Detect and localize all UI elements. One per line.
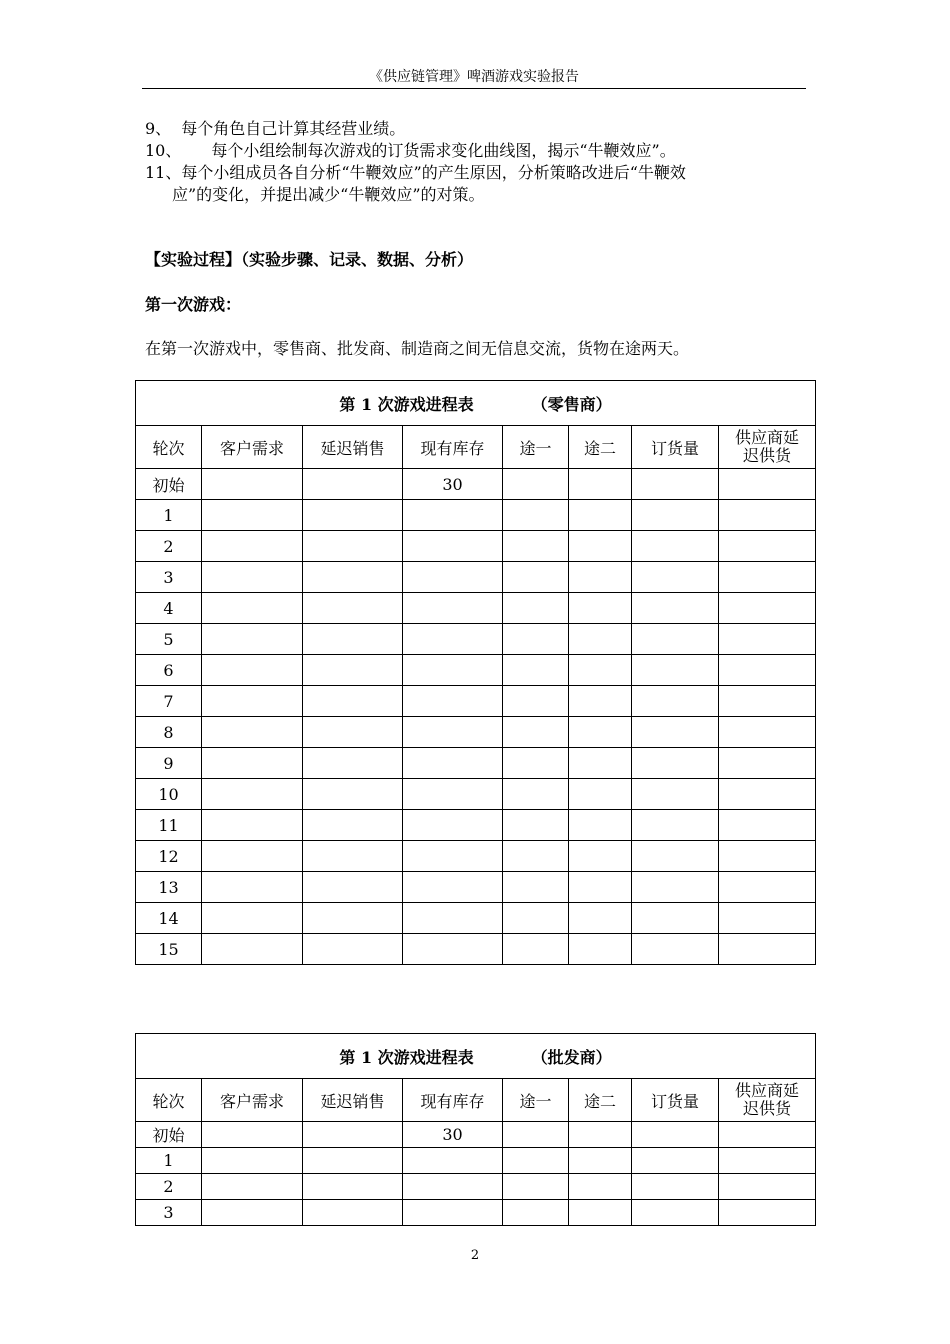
cell-inventory [403, 686, 503, 717]
cell-supplier-delay [719, 841, 816, 872]
cell-backlog [303, 1200, 403, 1226]
column-header-transit-2: 途二 [569, 1079, 632, 1122]
cell-transit-2 [569, 810, 632, 841]
cell-order [632, 593, 719, 624]
cell-backlog [303, 934, 403, 965]
cell-backlog [303, 1122, 403, 1148]
cell-round: 初始 [136, 1122, 202, 1148]
list-item-number: 10、 [145, 141, 182, 160]
cell-backlog [303, 872, 403, 903]
cell-order [632, 872, 719, 903]
cell-backlog [303, 469, 403, 500]
cell-transit-2 [569, 872, 632, 903]
cell-demand [202, 469, 303, 500]
cell-order [632, 624, 719, 655]
cell-supplier-delay [719, 1148, 816, 1174]
cell-transit-1 [503, 593, 569, 624]
cell-order [632, 531, 719, 562]
cell-supplier-delay [719, 686, 816, 717]
cell-transit-2 [569, 686, 632, 717]
cell-backlog [303, 624, 403, 655]
table-row [136, 1148, 816, 1174]
cell-order [632, 903, 719, 934]
cell-order [632, 1200, 719, 1226]
cell-order [632, 934, 719, 965]
cell-transit-2 [569, 1122, 632, 1148]
cell-round: 8 [136, 717, 202, 748]
cell-inventory [403, 624, 503, 655]
cell-supplier-delay [719, 717, 816, 748]
cell-order [632, 469, 719, 500]
table-title-text: 第 1 次游戏进程表 [339, 1047, 474, 1067]
cell-backlog [303, 686, 403, 717]
cell-supplier-delay [719, 1200, 816, 1226]
cell-inventory [403, 779, 503, 810]
column-header-backlog: 延迟销售 [303, 1079, 403, 1122]
cell-supplier-delay [719, 1122, 816, 1148]
cell-demand [202, 531, 303, 562]
cell-demand [202, 686, 303, 717]
list-item-number: 9、 [145, 119, 172, 138]
cell-transit-1 [503, 1122, 569, 1148]
cell-backlog [303, 748, 403, 779]
table-row [136, 500, 816, 531]
cell-demand [202, 934, 303, 965]
cell-transit-2 [569, 779, 632, 810]
cell-backlog [303, 841, 403, 872]
cell-demand [202, 810, 303, 841]
cell-round: 1 [136, 500, 202, 531]
game1-heading: 第一次游戏： [145, 295, 242, 314]
cell-demand [202, 500, 303, 531]
cell-supplier-delay [719, 500, 816, 531]
column-header-supplier-delay: 供应商延 迟供货 [719, 1079, 816, 1122]
cell-inventory [403, 531, 503, 562]
cell-supplier-delay [719, 779, 816, 810]
cell-order [632, 748, 719, 779]
cell-transit-1 [503, 779, 569, 810]
cell-demand [202, 624, 303, 655]
cell-backlog [303, 810, 403, 841]
cell-supplier-delay [719, 469, 816, 500]
column-header-backlog: 延迟销售 [303, 426, 403, 469]
cell-demand [202, 1122, 303, 1148]
cell-demand [202, 1174, 303, 1200]
table-row [136, 655, 816, 686]
column-header-transit-2: 途二 [569, 426, 632, 469]
cell-transit-1 [503, 562, 569, 593]
cell-transit-1 [503, 624, 569, 655]
cell-inventory [403, 1200, 503, 1226]
cell-demand [202, 872, 303, 903]
cell-demand [202, 593, 303, 624]
cell-inventory: 30 [403, 469, 503, 500]
cell-order [632, 655, 719, 686]
list-item-text: 每个小组成员各自分析“牛鞭效应”的产生原因，分析策略改进后“牛鞭效 [181, 163, 686, 182]
column-header-transit-1: 途一 [503, 1079, 569, 1122]
cell-transit-2 [569, 469, 632, 500]
cell-demand [202, 841, 303, 872]
cell-transit-1 [503, 531, 569, 562]
cell-round: 3 [136, 562, 202, 593]
table-header-row [136, 1079, 816, 1122]
cell-transit-1 [503, 903, 569, 934]
cell-round: 13 [136, 872, 202, 903]
wholesaler-progress-table [135, 1033, 816, 1226]
cell-transit-1 [503, 717, 569, 748]
cell-transit-1 [503, 748, 569, 779]
list-item-text: 每个小组绘制每次游戏的订货需求变化曲线图，揭示“牛鞭效应”。 [211, 141, 676, 160]
cell-round: 14 [136, 903, 202, 934]
cell-backlog [303, 655, 403, 686]
table-row [136, 1122, 816, 1148]
cell-order [632, 779, 719, 810]
cell-transit-2 [569, 841, 632, 872]
table-title-text: 第 1 次游戏进程表 [339, 394, 474, 414]
cell-inventory [403, 810, 503, 841]
cell-demand [202, 1200, 303, 1226]
cell-round: 10 [136, 779, 202, 810]
table-row [136, 593, 816, 624]
cell-transit-1 [503, 1200, 569, 1226]
column-header-demand: 客户需求 [202, 1079, 303, 1122]
cell-transit-2 [569, 1200, 632, 1226]
cell-supplier-delay [719, 655, 816, 686]
cell-supplier-delay [719, 810, 816, 841]
cell-supplier-delay [719, 934, 816, 965]
cell-order [632, 841, 719, 872]
cell-supplier-delay [719, 903, 816, 934]
cell-transit-2 [569, 593, 632, 624]
cell-inventory [403, 872, 503, 903]
cell-order [632, 686, 719, 717]
table-row [136, 717, 816, 748]
cell-round: 初始 [136, 469, 202, 500]
cell-backlog [303, 717, 403, 748]
table-row [136, 779, 816, 810]
cell-transit-2 [569, 1148, 632, 1174]
cell-demand [202, 748, 303, 779]
cell-order [632, 500, 719, 531]
table-row [136, 624, 816, 655]
cell-transit-2 [569, 624, 632, 655]
cell-demand [202, 717, 303, 748]
table-row [136, 686, 816, 717]
cell-transit-1 [503, 655, 569, 686]
cell-backlog [303, 531, 403, 562]
list-item-10 [145, 140, 676, 162]
table-row [136, 1200, 816, 1226]
cell-order [632, 562, 719, 593]
cell-round: 7 [136, 686, 202, 717]
cell-inventory [403, 500, 503, 531]
cell-round: 6 [136, 655, 202, 686]
cell-supplier-delay [719, 593, 816, 624]
table-row [136, 872, 816, 903]
cell-demand [202, 1148, 303, 1174]
list-item-9 [145, 118, 405, 140]
table-row [136, 562, 816, 593]
cell-supplier-delay [719, 748, 816, 779]
cell-round: 5 [136, 624, 202, 655]
cell-demand [202, 903, 303, 934]
table-role: （零售商） [531, 394, 612, 414]
table-title [136, 1034, 816, 1079]
cell-demand [202, 655, 303, 686]
cell-inventory [403, 1174, 503, 1200]
list-item-text: 每个角色自己计算其经营业绩。 [181, 119, 406, 138]
cell-transit-1 [503, 500, 569, 531]
table-title [136, 381, 816, 426]
column-header-inventory: 现有库存 [403, 426, 503, 469]
cell-supplier-delay [719, 624, 816, 655]
cell-round: 9 [136, 748, 202, 779]
table-row [136, 841, 816, 872]
cell-transit-2 [569, 748, 632, 779]
cell-backlog [303, 562, 403, 593]
cell-order [632, 1174, 719, 1200]
cell-round: 1 [136, 1148, 202, 1174]
table-row [136, 748, 816, 779]
cell-transit-1 [503, 872, 569, 903]
table-body [136, 1122, 816, 1226]
cell-transit-2 [569, 934, 632, 965]
table-row [136, 903, 816, 934]
table-header-row [136, 426, 816, 469]
cell-transit-2 [569, 531, 632, 562]
list-item-11 [145, 162, 686, 184]
cell-round: 3 [136, 1200, 202, 1226]
column-header-order: 订货量 [632, 426, 719, 469]
column-header-inventory: 现有库存 [403, 1079, 503, 1122]
table-row [136, 1174, 816, 1200]
cell-transit-2 [569, 655, 632, 686]
cell-backlog [303, 593, 403, 624]
cell-order [632, 1122, 719, 1148]
cell-inventory [403, 562, 503, 593]
cell-demand [202, 779, 303, 810]
cell-transit-1 [503, 469, 569, 500]
cell-inventory [403, 717, 503, 748]
cell-supplier-delay [719, 562, 816, 593]
cell-backlog [303, 779, 403, 810]
cell-transit-2 [569, 717, 632, 748]
list-item-11-continuation: 应”的变化，并提出减少“牛鞭效应”的对策。 [172, 185, 485, 204]
cell-order [632, 1148, 719, 1174]
table-row [136, 934, 816, 965]
table-role: （批发商） [531, 1047, 612, 1067]
cell-inventory [403, 655, 503, 686]
column-header-round: 轮次 [136, 1079, 202, 1122]
page-header-title: 《供应链管理》啤酒游戏实验报告 [369, 69, 579, 85]
cell-backlog [303, 1174, 403, 1200]
column-header-round: 轮次 [136, 426, 202, 469]
header-rule [142, 88, 806, 89]
cell-transit-2 [569, 500, 632, 531]
cell-order [632, 717, 719, 748]
cell-round: 2 [136, 531, 202, 562]
cell-transit-2 [569, 903, 632, 934]
cell-transit-1 [503, 934, 569, 965]
game1-intro: 在第一次游戏中，零售商、批发商、制造商之间无信息交流，货物在途两天。 [145, 339, 690, 358]
cell-inventory [403, 841, 503, 872]
table-row [136, 810, 816, 841]
retailer-progress-table [135, 380, 816, 965]
cell-round: 11 [136, 810, 202, 841]
cell-transit-1 [503, 841, 569, 872]
table-body [136, 469, 816, 965]
cell-supplier-delay [719, 872, 816, 903]
cell-backlog [303, 1148, 403, 1174]
cell-backlog [303, 903, 403, 934]
page-number: 2 [470, 1248, 480, 1263]
column-header-demand: 客户需求 [202, 426, 303, 469]
cell-transit-2 [569, 1174, 632, 1200]
cell-inventory [403, 934, 503, 965]
column-header-order: 订货量 [632, 1079, 719, 1122]
cell-transit-1 [503, 686, 569, 717]
cell-backlog [303, 500, 403, 531]
column-header-transit-1: 途一 [503, 426, 569, 469]
cell-order [632, 810, 719, 841]
cell-round: 12 [136, 841, 202, 872]
list-item-number: 11、 [145, 163, 182, 182]
table-row [136, 469, 816, 500]
table-row [136, 531, 816, 562]
cell-supplier-delay [719, 1174, 816, 1200]
column-header-supplier-delay: 供应商延 迟供货 [719, 426, 816, 469]
cell-round: 15 [136, 934, 202, 965]
cell-inventory [403, 748, 503, 779]
cell-transit-2 [569, 562, 632, 593]
cell-demand [202, 562, 303, 593]
cell-round: 4 [136, 593, 202, 624]
cell-transit-1 [503, 810, 569, 841]
section-heading: 【实验过程】（实验步骤、记录、数据、分析） [145, 250, 474, 269]
cell-inventory [403, 593, 503, 624]
cell-inventory [403, 903, 503, 934]
cell-supplier-delay [719, 531, 816, 562]
cell-transit-1 [503, 1174, 569, 1200]
cell-transit-1 [503, 1148, 569, 1174]
cell-inventory [403, 1148, 503, 1174]
cell-inventory: 30 [403, 1122, 503, 1148]
cell-round: 2 [136, 1174, 202, 1200]
